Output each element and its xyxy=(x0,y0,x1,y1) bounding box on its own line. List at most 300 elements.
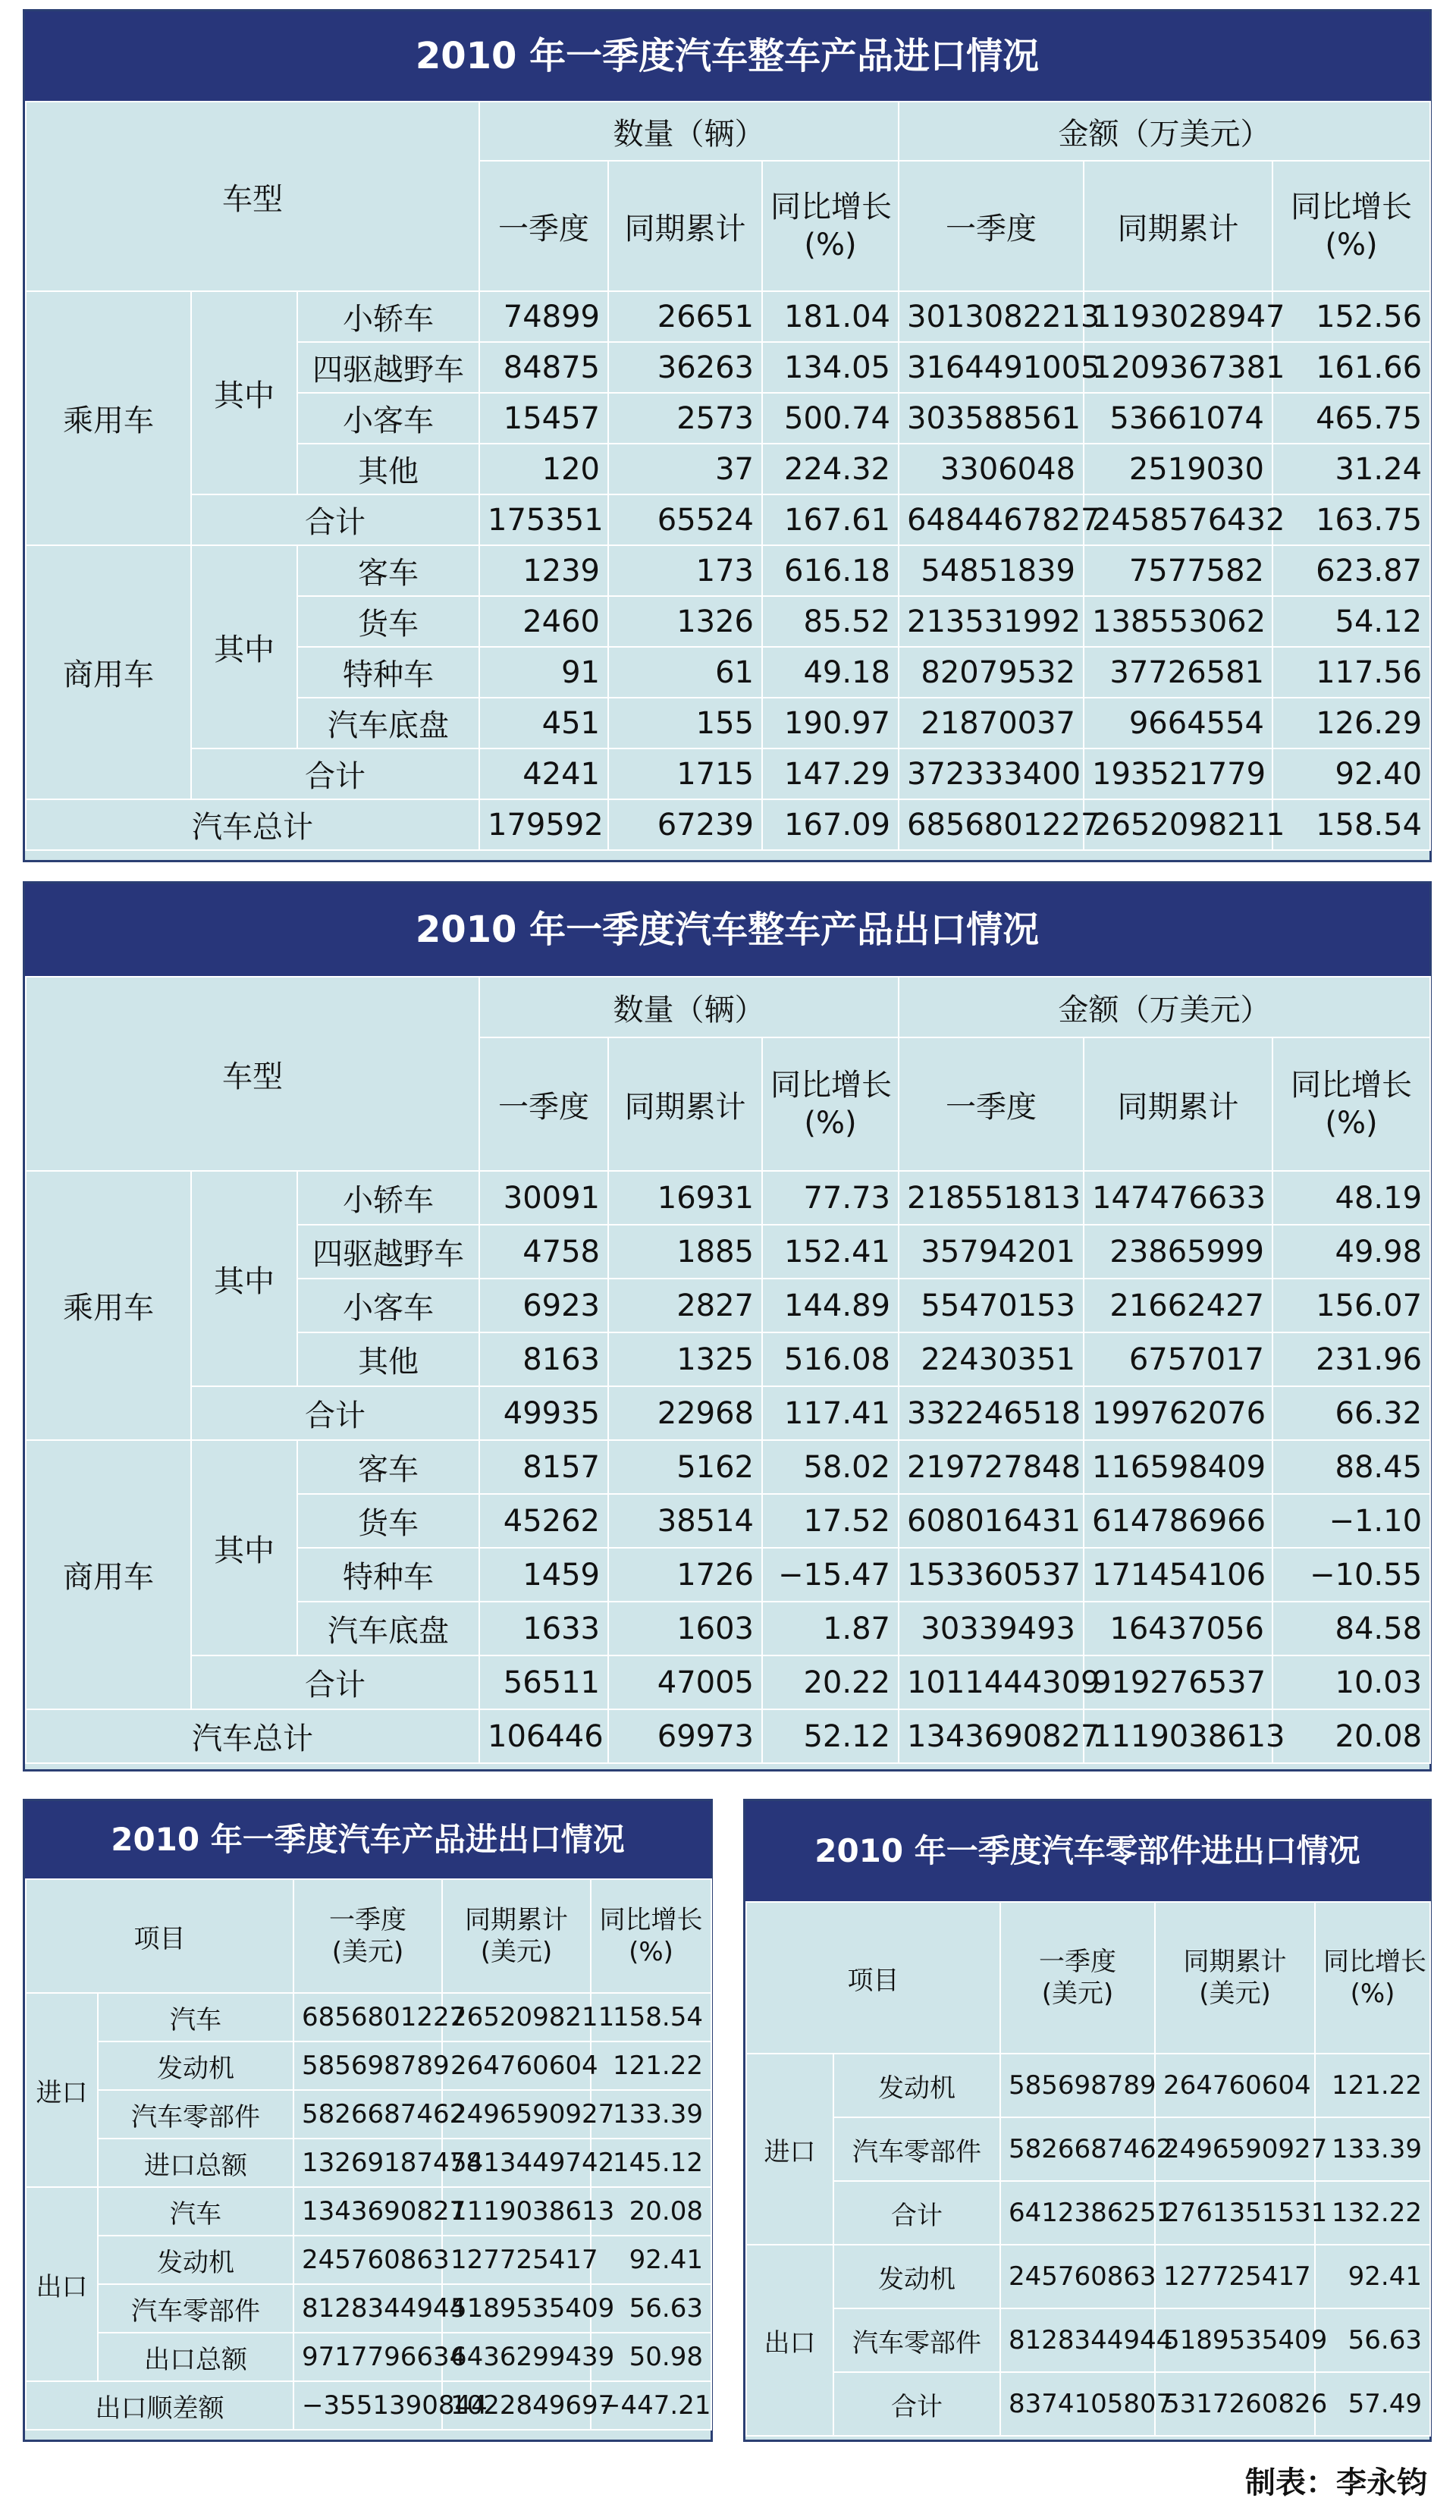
import-table-grid xyxy=(25,101,1431,851)
growth-unit: (%) xyxy=(804,228,857,262)
cell: 156.07 xyxy=(1272,1279,1430,1332)
cell: 53661074 xyxy=(1084,393,1272,444)
cell: 179592 xyxy=(479,799,608,850)
cell: 116598409 xyxy=(1084,1440,1272,1494)
header-amount-q1: 一季度 xyxy=(899,1037,1084,1171)
cell: 77.73 xyxy=(762,1171,899,1225)
row-name: 合计 xyxy=(191,494,479,545)
row-name: 货车 xyxy=(297,596,479,647)
header-growth xyxy=(1315,1902,1430,2054)
cell: 49935 xyxy=(479,1386,608,1440)
cell: −1.10 xyxy=(1272,1494,1430,1548)
header-item: 项目 xyxy=(746,1902,1000,2054)
unit-usd: (美元) xyxy=(480,1937,553,1967)
header-growth-label: 同比增长 xyxy=(599,1904,703,1935)
cell: 5162 xyxy=(608,1440,762,1494)
group-label: 乘用车 xyxy=(26,291,191,545)
cell: 3306048 xyxy=(899,444,1084,494)
cell: 147476633 xyxy=(1084,1171,1272,1225)
row-name: 汽车零部件 xyxy=(98,2284,293,2333)
header-model: 车型 xyxy=(26,977,479,1171)
row-name: 合计 xyxy=(191,748,479,799)
cell: 17.52 xyxy=(762,1494,899,1548)
cell: 5189535409 xyxy=(1155,2308,1315,2372)
cell: 224.32 xyxy=(762,444,899,494)
header-q1 xyxy=(1000,1902,1155,2054)
cell: 1011444309 xyxy=(899,1655,1084,1709)
cell: 22968 xyxy=(608,1386,762,1440)
row-name: 出口总额 xyxy=(98,2333,293,2381)
cell: 13269187478 xyxy=(293,2139,442,2187)
cell: 163.75 xyxy=(1272,494,1430,545)
row-name: 发动机 xyxy=(98,2236,293,2284)
header-amount-growth xyxy=(1272,161,1430,291)
row-name: 汽车零部件 xyxy=(98,2090,293,2139)
table-row xyxy=(746,2372,1430,2436)
cell: 1.87 xyxy=(762,1602,899,1655)
cell: 245760863 xyxy=(1000,2245,1155,2308)
cell: 2652098211 xyxy=(1084,799,1272,850)
cell: 8128344944 xyxy=(1000,2308,1155,2372)
cell: 1119038613 xyxy=(442,2187,591,2236)
cell: 1343690827 xyxy=(899,1709,1084,1763)
cell: 585698789 xyxy=(293,2041,442,2090)
growth-label: 同比增长 xyxy=(1291,1068,1413,1103)
cell: 20.08 xyxy=(1272,1709,1430,1763)
row-name: 进口总额 xyxy=(98,2139,293,2187)
cell: 6484467827 xyxy=(899,494,1084,545)
products-table-title: 2010 年一季度汽车产品进出口情况 xyxy=(25,1801,711,1878)
cell: 2573 xyxy=(608,393,762,444)
cell: 585698789 xyxy=(1000,2054,1155,2117)
row-name: 小轿车 xyxy=(297,1171,479,1225)
cell: 35794201 xyxy=(899,1225,1084,1279)
group-label: 商用车 xyxy=(26,545,191,799)
cell: 48.19 xyxy=(1272,1171,1430,1225)
cell: 332246518 xyxy=(899,1386,1084,1440)
row-name: 汽车总计 xyxy=(26,1709,479,1763)
parts-table-grid xyxy=(745,1901,1431,2437)
cell: 61 xyxy=(608,647,762,698)
row-name: 货车 xyxy=(297,1494,479,1548)
cell: 1119038613 xyxy=(1084,1709,1272,1763)
cell: 616.18 xyxy=(762,545,899,596)
export-table-title: 2010 年一季度汽车整车产品出口情况 xyxy=(25,883,1429,976)
sub-label: 其中 xyxy=(191,1440,297,1655)
cell: 9664554 xyxy=(1084,698,1272,748)
group-label: 进口 xyxy=(746,2054,833,2245)
header-prior xyxy=(1155,1902,1315,2054)
table-row xyxy=(26,799,1430,850)
header-q1 xyxy=(293,1879,442,1993)
cell: 21662427 xyxy=(1084,1279,1272,1332)
cell: 623.87 xyxy=(1272,545,1430,596)
table-row xyxy=(746,2181,1430,2245)
cell: 1885 xyxy=(608,1225,762,1279)
cell: 8157 xyxy=(479,1440,608,1494)
cell: 6757017 xyxy=(1084,1332,1272,1386)
cell: 167.61 xyxy=(762,494,899,545)
products-table xyxy=(23,1799,713,2442)
products-table-grid xyxy=(25,1878,712,2431)
cell: 213531992 xyxy=(899,596,1084,647)
table-row xyxy=(26,2284,711,2333)
cell: 66.32 xyxy=(1272,1386,1430,1440)
parts-table-title: 2010 年一季度汽车零部件进出口情况 xyxy=(745,1801,1429,1901)
cell: 5189535409 xyxy=(442,2284,591,2333)
header-q1-label: 一季度 xyxy=(329,1904,406,1935)
cell: 38514 xyxy=(608,1494,762,1548)
cell: 65524 xyxy=(608,494,762,545)
cell: 54851839 xyxy=(899,545,1084,596)
cell: 117.56 xyxy=(1272,647,1430,698)
header-prior-label: 同期累计 xyxy=(1183,1946,1287,1977)
cell: 92.41 xyxy=(591,2236,711,2284)
cell: 133.39 xyxy=(591,2090,711,2139)
cell: 45262 xyxy=(479,1494,608,1548)
cell: 126.29 xyxy=(1272,698,1430,748)
cell: 614786966 xyxy=(1084,1494,1272,1548)
cell: 6436299439 xyxy=(442,2333,591,2381)
cell: 134.05 xyxy=(762,342,899,393)
cell: 264760604 xyxy=(1155,2054,1315,2117)
row-name: 发动机 xyxy=(98,2041,293,2090)
unit-usd: (美元) xyxy=(1041,1979,1114,2009)
table-row xyxy=(26,1709,1430,1763)
import-table-title: 2010 年一季度汽车整车产品进口情况 xyxy=(25,11,1429,101)
cell: 56511 xyxy=(479,1655,608,1709)
unit-pct: (%) xyxy=(1350,1979,1395,2009)
cell: 303588561 xyxy=(899,393,1084,444)
unit-usd: (美元) xyxy=(1199,1979,1271,2009)
import-table xyxy=(23,9,1432,862)
growth-unit: (%) xyxy=(1325,1106,1378,1141)
cell: 1209367381 xyxy=(1084,342,1272,393)
cell: 121.22 xyxy=(591,2041,711,2090)
cell: 158.54 xyxy=(1272,799,1430,850)
cell: 6856801227 xyxy=(293,1993,442,2041)
row-name: 发动机 xyxy=(833,2054,1000,2117)
cell: 69973 xyxy=(608,1709,762,1763)
row-name: 合计 xyxy=(191,1386,479,1440)
table-row xyxy=(26,494,1430,545)
cell: 138553062 xyxy=(1084,596,1272,647)
header-quantity-prior: 同期累计 xyxy=(608,161,762,291)
cell: 2496590927 xyxy=(442,2090,591,2139)
cell: 74899 xyxy=(479,291,608,342)
cell: 92.40 xyxy=(1272,748,1430,799)
cell: 57.49 xyxy=(1315,2372,1430,2436)
header-amount-growth xyxy=(1272,1037,1430,1171)
group-label: 商用车 xyxy=(26,1440,191,1709)
cell: 5826687462 xyxy=(293,2090,442,2139)
cell: 31.24 xyxy=(1272,444,1430,494)
cell: 6923 xyxy=(479,1279,608,1332)
cell: 56.63 xyxy=(1315,2308,1430,2372)
header-quantity-q1: 一季度 xyxy=(479,1037,608,1171)
table-row xyxy=(26,1440,1430,1494)
cell: 26651 xyxy=(608,291,762,342)
cell: 1325 xyxy=(608,1332,762,1386)
cell: 84.58 xyxy=(1272,1602,1430,1655)
table-row xyxy=(746,2245,1430,2308)
cell: 121.22 xyxy=(1315,2054,1430,2117)
row-name: 汽车底盘 xyxy=(297,698,479,748)
table-row xyxy=(26,2187,711,2236)
row-name: 合计 xyxy=(833,2181,1000,2245)
cell: 2827 xyxy=(608,1279,762,1332)
row-name: 汽车零部件 xyxy=(833,2308,1000,2372)
cell: 15457 xyxy=(479,393,608,444)
cell: 5317260826 xyxy=(1155,2372,1315,2436)
cell: 117.41 xyxy=(762,1386,899,1440)
row-name: 汽车 xyxy=(98,2187,293,2236)
header-amount-group: 金额（万美元） xyxy=(899,977,1430,1037)
cell: 264760604 xyxy=(442,2041,591,2090)
cell: 145.12 xyxy=(591,2139,711,2187)
table-row xyxy=(746,2117,1430,2181)
header-growth xyxy=(591,1879,711,1993)
export-table-grid xyxy=(25,976,1431,1764)
row-name: 出口顺差额 xyxy=(26,2381,293,2430)
header-quantity-growth xyxy=(762,1037,899,1171)
growth-label: 同比增长 xyxy=(1291,190,1413,224)
header-q1-label: 一季度 xyxy=(1039,1946,1116,1977)
cell: 4758 xyxy=(479,1225,608,1279)
cell: 155 xyxy=(608,698,762,748)
cell: 84875 xyxy=(479,342,608,393)
cell: 2460 xyxy=(479,596,608,647)
cell: 106446 xyxy=(479,1709,608,1763)
export-table xyxy=(23,881,1432,1772)
header-quantity-prior: 同期累计 xyxy=(608,1037,762,1171)
row-name: 四驱越野车 xyxy=(297,1225,479,1279)
cell: 20.08 xyxy=(591,2187,711,2236)
table-row xyxy=(26,1655,1430,1709)
cell: 67239 xyxy=(608,799,762,850)
row-name: 合计 xyxy=(833,2372,1000,2436)
cell: 158.54 xyxy=(591,1993,711,2041)
cell: 50.98 xyxy=(591,2333,711,2381)
cell: 372333400 xyxy=(899,748,1084,799)
cell: 451 xyxy=(479,698,608,748)
cell: 120 xyxy=(479,444,608,494)
sub-label: 其中 xyxy=(191,1171,297,1386)
cell: 22430351 xyxy=(899,1332,1084,1386)
cell: 8128344944 xyxy=(293,2284,442,2333)
growth-label: 同比增长 xyxy=(770,190,892,224)
table-row xyxy=(26,2236,711,2284)
cell: 8163 xyxy=(479,1332,608,1386)
header-quantity-group: 数量（辆） xyxy=(479,102,899,161)
row-name: 特种车 xyxy=(297,1548,479,1602)
table-row xyxy=(746,2054,1430,2117)
header-model: 车型 xyxy=(26,102,479,291)
table-row xyxy=(26,1171,1430,1225)
table-row xyxy=(26,2333,711,2381)
table-row xyxy=(26,1386,1430,1440)
header-quantity-growth xyxy=(762,161,899,291)
cell: 132.22 xyxy=(1315,2181,1430,2245)
cell: 82079532 xyxy=(899,647,1084,698)
cell: 30339493 xyxy=(899,1602,1084,1655)
cell: 231.96 xyxy=(1272,1332,1430,1386)
cell: 23865999 xyxy=(1084,1225,1272,1279)
cell: 1726 xyxy=(608,1548,762,1602)
cell: 1603 xyxy=(608,1602,762,1655)
header-amount-prior: 同期累计 xyxy=(1084,1037,1272,1171)
cell: 1326 xyxy=(608,596,762,647)
cell: 20.22 xyxy=(762,1655,899,1709)
cell: 1633 xyxy=(479,1602,608,1655)
cell: 245760863 xyxy=(293,2236,442,2284)
sub-label: 其中 xyxy=(191,545,297,748)
group-label: 出口 xyxy=(26,2187,98,2381)
cell: 133.39 xyxy=(1315,2117,1430,2181)
cell: 199762076 xyxy=(1084,1386,1272,1440)
cell: 9717796634 xyxy=(293,2333,442,2381)
cell: 127725417 xyxy=(442,2236,591,2284)
cell: 47005 xyxy=(608,1655,762,1709)
header-quantity-q1: 一季度 xyxy=(479,161,608,291)
header-prior xyxy=(442,1879,591,1993)
cell: 1459 xyxy=(479,1548,608,1602)
header-growth-label: 同比增长 xyxy=(1323,1946,1426,1977)
table-row xyxy=(26,2041,711,2090)
row-name: 四驱越野车 xyxy=(297,342,479,393)
sub-label: 其中 xyxy=(191,291,297,494)
unit-usd: (美元) xyxy=(331,1937,404,1967)
cell: 175351 xyxy=(479,494,608,545)
cell: 127725417 xyxy=(1155,2245,1315,2308)
cell: 2458576432 xyxy=(1084,494,1272,545)
table-row xyxy=(26,2381,711,2430)
header-prior-label: 同期累计 xyxy=(465,1904,568,1935)
cell: 56.63 xyxy=(591,2284,711,2333)
row-name: 汽车零部件 xyxy=(833,2117,1000,2181)
cell: 85.52 xyxy=(762,596,899,647)
cell: 10.03 xyxy=(1272,1655,1430,1709)
group-label: 进口 xyxy=(26,1993,98,2187)
cell: 92.41 xyxy=(1315,2245,1430,2308)
table-row xyxy=(26,545,1430,596)
credit-line: 制表：李永钧 xyxy=(1245,2465,1427,2500)
header-amount-prior: 同期累计 xyxy=(1084,161,1272,291)
cell: 218551813 xyxy=(899,1171,1084,1225)
cell: 2519030 xyxy=(1084,444,1272,494)
cell: 88.45 xyxy=(1272,1440,1430,1494)
cell: 16931 xyxy=(608,1171,762,1225)
cell: 500.74 xyxy=(762,393,899,444)
cell: 1239 xyxy=(479,545,608,596)
cell: −10.55 xyxy=(1272,1548,1430,1602)
cell: 190.97 xyxy=(762,698,899,748)
row-name: 特种车 xyxy=(297,647,479,698)
cell: 36263 xyxy=(608,342,762,393)
cell: 465.75 xyxy=(1272,393,1430,444)
cell: 1343690827 xyxy=(293,2187,442,2236)
cell: 219727848 xyxy=(899,1440,1084,1494)
cell: 21870037 xyxy=(899,698,1084,748)
cell: 54.12 xyxy=(1272,596,1430,647)
row-name: 小轿车 xyxy=(297,291,479,342)
cell: 5413449742 xyxy=(442,2139,591,2187)
cell: 181.04 xyxy=(762,291,899,342)
cell: 608016431 xyxy=(899,1494,1084,1548)
cell: 16437056 xyxy=(1084,1602,1272,1655)
row-name: 其他 xyxy=(297,1332,479,1386)
cell: 152.56 xyxy=(1272,291,1430,342)
cell: 1022849697 xyxy=(442,2381,591,2430)
growth-unit: (%) xyxy=(804,1106,857,1141)
cell: 37 xyxy=(608,444,762,494)
row-name: 小客车 xyxy=(297,393,479,444)
cell: −3551390844 xyxy=(293,2381,442,2430)
group-label: 出口 xyxy=(746,2245,833,2436)
cell: 6412386251 xyxy=(1000,2181,1155,2245)
cell: 52.12 xyxy=(762,1709,899,1763)
cell: 91 xyxy=(479,647,608,698)
growth-unit: (%) xyxy=(1325,228,1378,262)
cell: 173 xyxy=(608,545,762,596)
cell: 919276537 xyxy=(1084,1655,1272,1709)
header-item: 项目 xyxy=(26,1879,293,1993)
cell: 4241 xyxy=(479,748,608,799)
cell: 6856801227 xyxy=(899,799,1084,850)
cell: 167.09 xyxy=(762,799,899,850)
table-row xyxy=(26,1993,711,2041)
cell: 147.29 xyxy=(762,748,899,799)
row-name: 客车 xyxy=(297,545,479,596)
parts-table xyxy=(743,1799,1432,2442)
cell: 152.41 xyxy=(762,1225,899,1279)
cell: 49.98 xyxy=(1272,1225,1430,1279)
row-name: 汽车底盘 xyxy=(297,1602,479,1655)
cell: 7577582 xyxy=(1084,545,1272,596)
unit-pct: (%) xyxy=(629,1937,673,1967)
row-name: 客车 xyxy=(297,1440,479,1494)
cell: 2761351531 xyxy=(1155,2181,1315,2245)
cell: 37726581 xyxy=(1084,647,1272,698)
cell: 3164491005 xyxy=(899,342,1084,393)
cell: 1193028947 xyxy=(1084,291,1272,342)
growth-label: 同比增长 xyxy=(770,1068,892,1103)
cell: 516.08 xyxy=(762,1332,899,1386)
cell: 161.66 xyxy=(1272,342,1430,393)
cell: 144.89 xyxy=(762,1279,899,1332)
table-row xyxy=(26,291,1430,342)
cell: 1715 xyxy=(608,748,762,799)
header-quantity-group: 数量（辆） xyxy=(479,977,899,1037)
row-name: 汽车 xyxy=(98,1993,293,2041)
cell: 49.18 xyxy=(762,647,899,698)
cell: 3013082213 xyxy=(899,291,1084,342)
cell: −447.21 xyxy=(591,2381,711,2430)
row-name: 发动机 xyxy=(833,2245,1000,2308)
table-row xyxy=(26,2139,711,2187)
row-name: 小客车 xyxy=(297,1279,479,1332)
cell: 2496590927 xyxy=(1155,2117,1315,2181)
cell: 5826687462 xyxy=(1000,2117,1155,2181)
cell: 8374105807 xyxy=(1000,2372,1155,2436)
cell: −15.47 xyxy=(762,1548,899,1602)
header-amount-q1: 一季度 xyxy=(899,161,1084,291)
cell: 171454106 xyxy=(1084,1548,1272,1602)
table-row xyxy=(746,2308,1430,2372)
group-label: 乘用车 xyxy=(26,1171,191,1440)
header-amount-group: 金额（万美元） xyxy=(899,102,1430,161)
cell: 58.02 xyxy=(762,1440,899,1494)
